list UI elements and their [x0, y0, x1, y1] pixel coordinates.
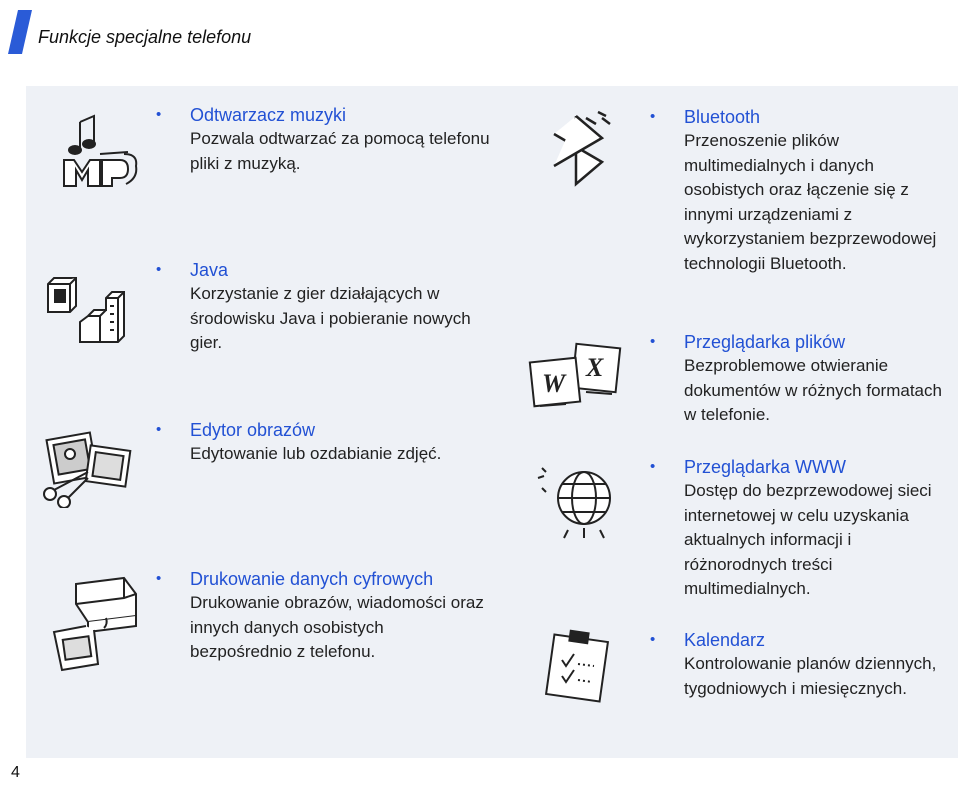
bullet-icon: •	[650, 631, 656, 648]
feature-description: Przenoszenie plików multimedialnych i danych osobistych oraz łączenie się z innymi urządzeniami z wykorzystaniem bezprzewodowej technologii Bluetooth.	[684, 131, 937, 273]
feature-description: Kontrolowanie planów dziennych, tygodniowych i miesięcznych.	[684, 654, 937, 698]
feature-description: Dostęp do bezprzewodowej sieci internetowej w celu uzyskania aktualnych informacji i różnorodnych treści multimedialnych.	[684, 481, 932, 598]
header-accent-bar	[8, 10, 32, 54]
feature-item-file-browser	[650, 330, 954, 428]
bullet-icon: •	[156, 421, 162, 438]
feature-item-image-editor	[156, 418, 490, 467]
feature-title: Bluetooth	[684, 107, 761, 127]
feature-title: Drukowanie danych cyfrowych	[190, 569, 434, 589]
feature-title: Edytor obrazów	[190, 420, 316, 440]
page-header-title: Funkcje specjalne telefonu	[38, 27, 252, 47]
feature-title: Odtwarzacz muzyki	[190, 105, 347, 125]
bluetooth-icon	[540, 110, 624, 190]
document-files-icon	[526, 342, 626, 412]
feature-description: Edytowanie lub ozdabianie zdjęć.	[190, 444, 442, 463]
globe-icon	[528, 464, 628, 540]
page-number: 4	[11, 764, 20, 781]
feature-title: Przeglądarka plików	[684, 332, 846, 352]
feature-description: Pozwala odtwarzać za pomocą telefonu pliki z muzyką.	[190, 129, 490, 173]
bullet-icon: •	[156, 570, 162, 587]
feature-item-music-player	[156, 103, 490, 176]
bullet-icon: •	[650, 333, 656, 350]
feature-item-bluetooth	[650, 105, 954, 276]
svg-text:W: W	[542, 369, 566, 398]
feature-description: Drukowanie obrazów, wiadomości oraz innych danych osobistych bezpośrednio z telefonu.	[190, 593, 484, 661]
feature-title: Java	[190, 260, 229, 280]
svg-text:X: X	[586, 353, 604, 382]
bullet-icon: •	[650, 108, 656, 125]
mp3-icon	[50, 108, 140, 196]
bullet-icon: •	[650, 458, 656, 475]
feature-description: Bezproblemowe otwieranie dokumentów w różnych formatach w telefonie.	[684, 356, 942, 424]
image-editor-icon	[36, 428, 136, 508]
feature-item-web-browser	[650, 455, 954, 602]
java-blocks-icon	[42, 262, 132, 346]
feature-item-calendar	[650, 628, 954, 701]
bullet-icon: •	[156, 261, 162, 278]
feature-item-java	[156, 258, 490, 356]
feature-description: Korzystanie z gier działających w środowisku Java i pobieranie nowych gier.	[190, 284, 471, 352]
bullet-icon: •	[156, 106, 162, 123]
printer-icon	[42, 574, 142, 672]
feature-title: Kalendarz	[684, 630, 766, 650]
calendar-icon	[540, 626, 616, 706]
feature-title: Przeglądarka WWW	[684, 457, 847, 477]
feature-item-digital-printing	[156, 567, 490, 665]
